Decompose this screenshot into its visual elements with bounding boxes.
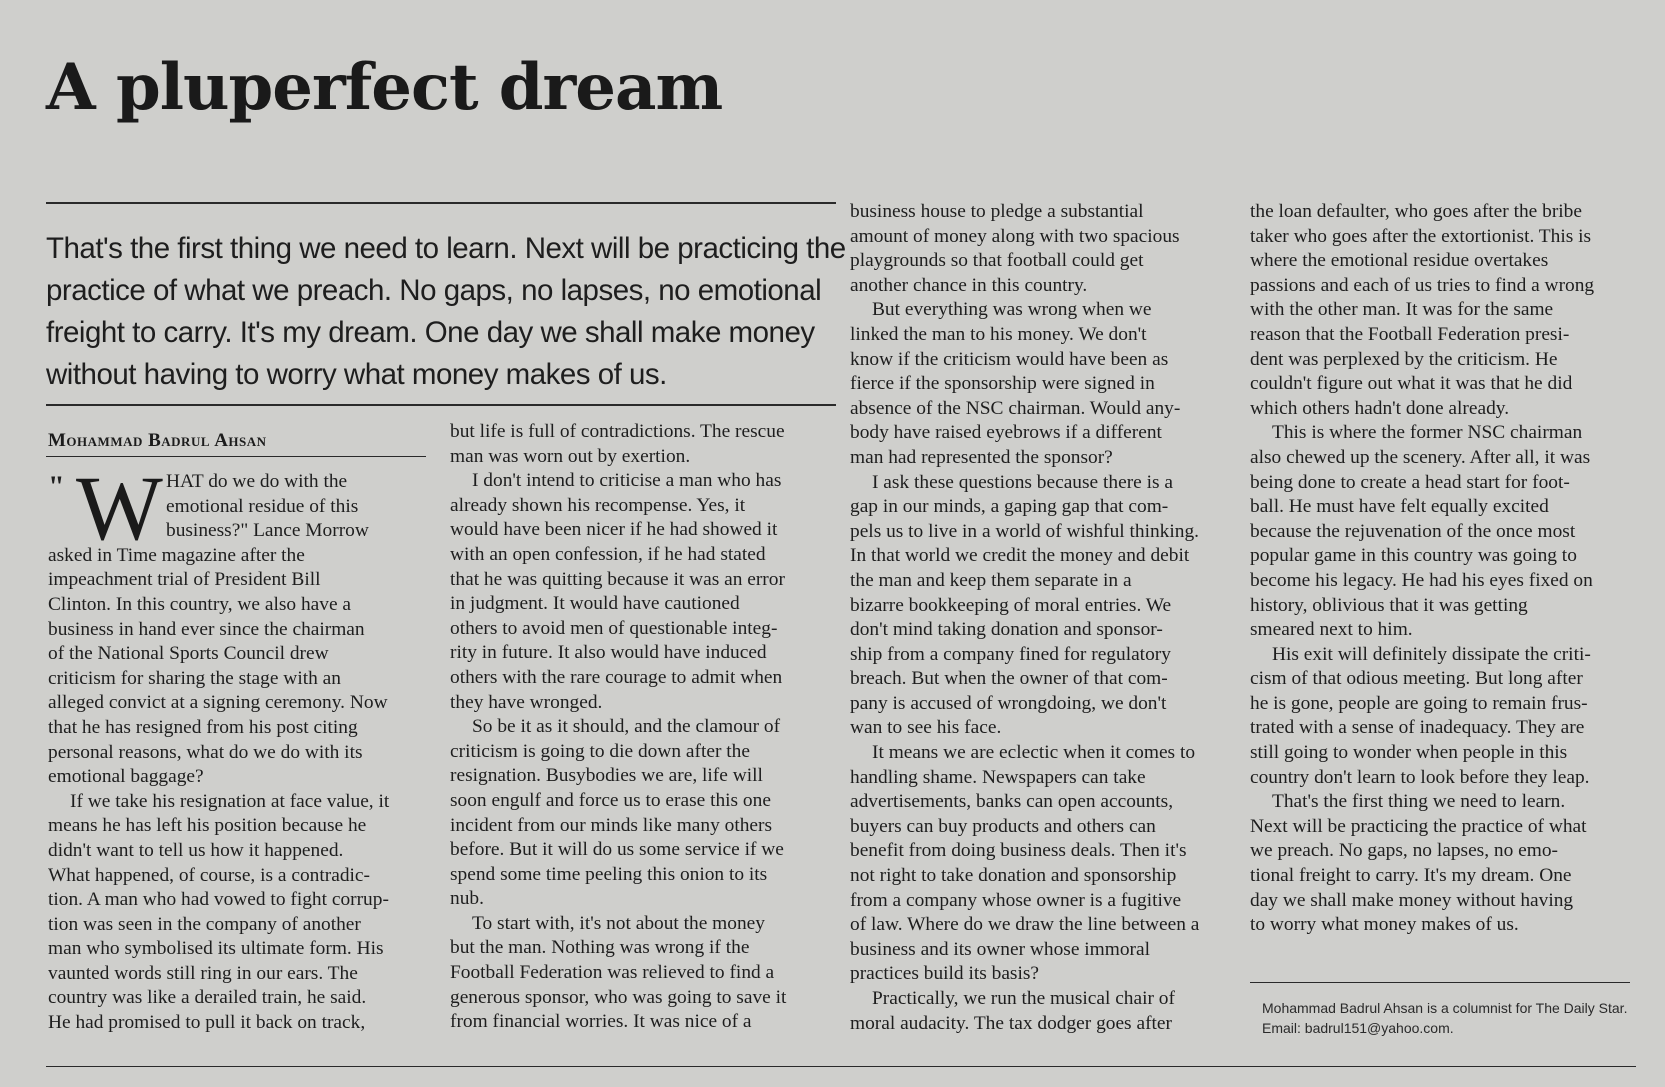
article-line: that he was quitting because it was an error <box>450 568 785 590</box>
article-line: but life is full of contradictions. The rescue <box>450 421 785 442</box>
article-line: but the man. Nothing was wrong if the <box>450 937 750 959</box>
article-line: don't mind taking donation and sponsor- <box>850 619 1163 641</box>
article-line: didn't want to tell us how it happened. <box>48 839 344 861</box>
article-line: handling shame. Newspapers can take <box>850 766 1146 788</box>
article-line: with the other man. It was for the same <box>1250 299 1554 321</box>
article-line: moral audacity. The tax dodger goes after <box>850 1012 1172 1034</box>
pullquote-line: practice of what we preach. No gaps, no lapses, no emotional <box>46 274 822 307</box>
article-line: That's the first thing we need to learn. <box>1272 791 1566 813</box>
article-line: couldn't figure out what it was that he did <box>1250 373 1573 395</box>
article-line: would have been nicer if he had showed it <box>450 519 778 541</box>
article-line: pany is accused of wrongdoing, we don't <box>850 692 1167 714</box>
article-line: business?" Lance Morrow <box>166 520 369 542</box>
article-line: tion was seen in the company of another <box>48 913 361 935</box>
column-2 <box>450 420 830 1035</box>
article-line: buyers can buy products and others can <box>850 815 1156 837</box>
article-line: from a company whose owner is a fugitive <box>850 889 1182 911</box>
article-line: soon engulf and force us to erase this one <box>450 789 771 811</box>
article-line: also chewed up the scenery. After all, it was <box>1250 446 1591 468</box>
article-line: generous sponsor, who was going to save it <box>450 986 787 1008</box>
article-line: vaunted words still ring in our ears. The <box>48 962 358 984</box>
article-line: personal reasons, what do we do with its <box>48 741 363 763</box>
article-line: smeared next to him. <box>1250 619 1413 641</box>
article-line: popular game in this country was going to <box>1250 545 1577 567</box>
pullquote <box>46 228 846 396</box>
article-line: already shown his recompense. Yes, it <box>450 494 746 516</box>
article-line: Football Federation was relieved to find a <box>450 962 775 984</box>
pullquote-line: freight to carry. It's my dream. One day we shall make money <box>46 316 815 349</box>
article-line: business house to pledge a substantial <box>850 201 1144 222</box>
article-line: benefit from doing business deals. Then it's <box>850 840 1187 862</box>
article-line: country don't learn to look before they leap. <box>1250 766 1590 788</box>
article-line: with an open confession, if he had stated <box>450 543 766 565</box>
article-line: of law. Where do we draw the line between a <box>850 914 1200 936</box>
article-line: So be it as it should, and the clamour of <box>472 716 781 738</box>
article-line: breach. But when the owner of that com- <box>850 668 1168 690</box>
article-line: practices build its basis? <box>850 963 1040 985</box>
article-line: where the emotional residue overtakes <box>1250 250 1549 272</box>
pullquote-bottom-rule <box>46 404 836 406</box>
article-line: ball. He must have felt equally excited <box>1250 496 1549 518</box>
article-line: bizarre bookkeeping of moral entries. We <box>850 594 1172 616</box>
article-line: He had promised to pull it back on track, <box>48 1012 366 1034</box>
column-4 <box>1250 200 1630 938</box>
article-line: from financial worries. It was nice of a <box>450 1011 752 1033</box>
author-note-line: Mohammad Badrul Ahsan is a columnist for The Daily Star. <box>1262 1000 1628 1016</box>
article-line: the loan defaulter, who goes after the bribe <box>1250 201 1582 222</box>
article-line: Practically, we run the musical chair of <box>872 988 1175 1009</box>
article-line: I ask these questions because there is a <box>872 471 1173 493</box>
article-line: If we take his resignation at face value, it <box>70 790 390 812</box>
article-line: spend some time peeling this onion to its <box>450 863 768 885</box>
dropcap-quote-mark: " <box>48 470 65 503</box>
byline: Mohammad Badrul Ahsan <box>48 430 267 451</box>
article-line: they have wronged. <box>450 691 603 713</box>
article-line: Clinton. In this country, we also have a <box>48 593 352 615</box>
article-line: others with the rare courage to admit when <box>450 666 783 688</box>
footer-rule <box>1250 982 1630 983</box>
article-line: criticism is going to die down after the <box>450 740 750 762</box>
article-line: being done to create a head start for foot- <box>1250 471 1570 493</box>
author-note <box>1262 998 1627 1038</box>
article-line: before. But it will do us some service if we <box>450 839 784 861</box>
article-line: we preach. No gaps, no lapses, no emo- <box>1250 840 1559 862</box>
article-line: nub. <box>450 888 484 910</box>
article-line: alleged convict at a signing ceremony. Now <box>48 692 388 714</box>
article-line: that he has resigned from his post citing <box>48 716 358 738</box>
article-line: HAT do we do with the <box>166 471 348 492</box>
bottom-rule <box>46 1066 1636 1067</box>
article-line: another chance in this country. <box>850 274 1088 296</box>
article-line: To start with, it's not about the money <box>472 912 765 934</box>
article-line: Next will be practicing the practice of what <box>1250 815 1587 837</box>
article-line: know if the criticism would have been as <box>850 348 1169 370</box>
article-line: not right to take donation and sponsorship <box>850 865 1177 887</box>
article-line: gap in our minds, a gaping gap that com- <box>850 496 1169 518</box>
article-line: man had represented the sponsor? <box>850 446 1113 468</box>
article-line: business in hand ever since the chairman <box>48 618 365 640</box>
article-line: incident from our minds like many others <box>450 814 773 836</box>
article-line: absence of the NSC chairman. Would any- <box>850 397 1181 419</box>
pullquote-top-rule <box>46 202 836 204</box>
article-line: the man and keep them separate in a <box>850 569 1132 591</box>
article-line: country was like a derailed train, he said. <box>48 987 367 1009</box>
author-note-email: Email: badrul151@yahoo.com. <box>1262 1020 1454 1036</box>
article-line: amount of money along with two spacious <box>850 225 1180 247</box>
article-line: means he has left his position because he <box>48 815 367 837</box>
article-line: man was worn out by exertion. <box>450 445 691 467</box>
article-line: of the National Sports Council drew <box>48 643 329 665</box>
article-line: body have raised eyebrows if a different <box>850 422 1162 444</box>
article-line: cism of that odious meeting. But long after <box>1250 668 1583 690</box>
article-line: His exit will definitely dissipate the criti- <box>1272 643 1591 665</box>
article-line: But everything was wrong when we <box>872 299 1152 321</box>
article-line: reason that the Football Federation presi- <box>1250 323 1570 345</box>
article-line: day we shall make money without having <box>1250 889 1574 911</box>
article-line: because the rejuvenation of the once most <box>1250 520 1576 542</box>
article-line: passions and each of us tries to find a wrong <box>1250 274 1595 296</box>
article-line: trated with a sense of inadequacy. They are <box>1250 717 1585 739</box>
article-line: What happened, of course, is a contradic- <box>48 864 370 886</box>
article-line: which others hadn't done already. <box>1250 397 1510 419</box>
column-1 <box>48 457 428 1036</box>
article-line: emotional residue of this <box>166 495 359 517</box>
column-3 <box>850 200 1230 1036</box>
article-line: resignation. Busybodies we are, life will <box>450 765 763 787</box>
article-line: taker who goes after the extortionist. This is <box>1250 225 1592 247</box>
article-line: rity in future. It also would have induced <box>450 642 767 664</box>
article-line: fierce if the sponsorship were signed in <box>850 373 1155 395</box>
article-line: playgrounds so that football could get <box>850 250 1144 272</box>
article-line: dent was perplexed by the criticism. He <box>1250 348 1558 370</box>
article-line: advertisements, banks can open accounts, <box>850 791 1174 813</box>
article-line: linked the man to his money. We don't <box>850 323 1147 345</box>
article-line: he is gone, people are going to remain frus- <box>1250 692 1588 714</box>
article-line: business and its owner whose immoral <box>850 938 1150 960</box>
article-line: still going to wonder when people in this <box>1250 742 1568 764</box>
dropcap-letter: W <box>76 457 163 559</box>
article-line: others to avoid men of questionable integ- <box>450 617 778 639</box>
article-line: become his legacy. He had his eyes fixed on <box>1250 569 1593 591</box>
article-line: tional freight to carry. It's my dream. One <box>1250 865 1572 887</box>
article-line: in judgment. It would have cautioned <box>450 593 740 615</box>
article-line: to worry what money makes of us. <box>1250 914 1519 936</box>
article-line: impeachment trial of President Bill <box>48 569 321 591</box>
article-line: pels us to live in a world of wishful thinking. <box>850 520 1200 542</box>
article-line: It means we are eclectic when it comes to <box>872 742 1196 764</box>
article-line: asked in Time magazine after the <box>48 544 305 566</box>
article-line: man who symbolised its ultimate form. His <box>48 938 384 960</box>
article-line: tion. A man who had vowed to fight corrup- <box>48 889 389 911</box>
article-line: wan to see his face. <box>850 717 1002 739</box>
article-line: ship from a company fined for regulatory <box>850 643 1171 665</box>
article-line: I don't intend to criticise a man who has <box>472 470 782 492</box>
article-line: criticism for sharing the stage with an <box>48 667 341 689</box>
pullquote-line: without having to worry what money makes of us. <box>46 358 667 391</box>
article-line: This is where the former NSC chairman <box>1272 422 1583 444</box>
pullquote-line: That's the first thing we need to learn. Next will be practicing the <box>46 232 846 265</box>
article-line: emotional baggage? <box>48 766 204 788</box>
article-line: history, oblivious that it was getting <box>1250 594 1528 616</box>
article-line: In that world we credit the money and debit <box>850 545 1190 567</box>
headline: A pluperfect dream <box>46 50 723 125</box>
